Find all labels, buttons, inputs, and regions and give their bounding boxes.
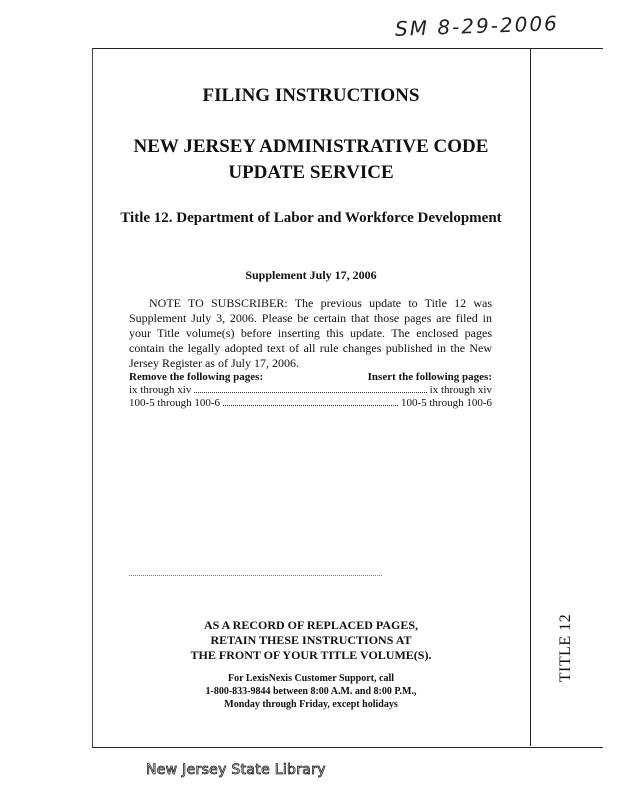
- subtitle-line-1: NEW JERSEY ADMINISTRATIVE CODE: [133, 136, 489, 157]
- dot-leader: [194, 392, 426, 393]
- section-title: Title 12. Department of Labor and Workforce Development: [120, 210, 502, 226]
- support-line-2: 1-800-833-9844 between 8:00 A.M. and 8:00 P.M.,: [205, 686, 417, 697]
- pages-table-header: [129, 371, 492, 384]
- table-row: [129, 384, 492, 397]
- subtitle-line-2: UPDATE SERVICE: [228, 162, 394, 183]
- support-line-3: Monday through Friday, except holidays: [224, 699, 398, 710]
- remove-pages: 100-5 through 100-6: [129, 397, 221, 409]
- title-tab-label: TITLE 12: [557, 613, 574, 683]
- library-stamp: New Jersey State Library: [146, 762, 326, 778]
- supplement-date: Supplement July 17, 2006: [245, 268, 377, 282]
- customer-support: [96, 672, 526, 711]
- pages-table: [129, 371, 492, 410]
- handwritten-annotation: SM 8-29-2006: [394, 11, 560, 41]
- remove-header: Remove the following pages:: [129, 371, 264, 383]
- record-line-3: THE FRONT OF YOUR TITLE VOLUME(S).: [190, 648, 432, 662]
- side-tab-divider: [530, 48, 531, 746]
- record-line-2: RETAIN THESE INSTRUCTIONS AT: [210, 633, 412, 647]
- document-title: FILING INSTRUCTIONS: [202, 85, 420, 106]
- insert-pages: 100-5 through 100-6: [400, 397, 492, 409]
- table-row: [129, 397, 492, 410]
- record-instructions: [96, 618, 526, 663]
- faint-dotted-line: [129, 575, 382, 576]
- record-line-1: AS A RECORD OF REPLACED PAGES,: [203, 618, 419, 632]
- document-subtitle: [96, 134, 526, 186]
- remove-pages: ix through xiv: [129, 384, 192, 396]
- support-line-1: For LexisNexis Customer Support, call: [227, 673, 394, 684]
- dot-leader: [223, 405, 398, 406]
- subscriber-note: NOTE TO SUBSCRIBER: The previous update to Title 12 was Supplement July 3, 2006. Please be certain that those pages are filed in your Title volume(s) before inserting this update. The enclosed pages contain the legally adopted text of all rule changes published in the New Jersey Register as of July 17, 2006.: [129, 296, 492, 370]
- insert-header: Insert the following pages:: [367, 371, 492, 383]
- insert-pages: ix through xiv: [429, 384, 492, 396]
